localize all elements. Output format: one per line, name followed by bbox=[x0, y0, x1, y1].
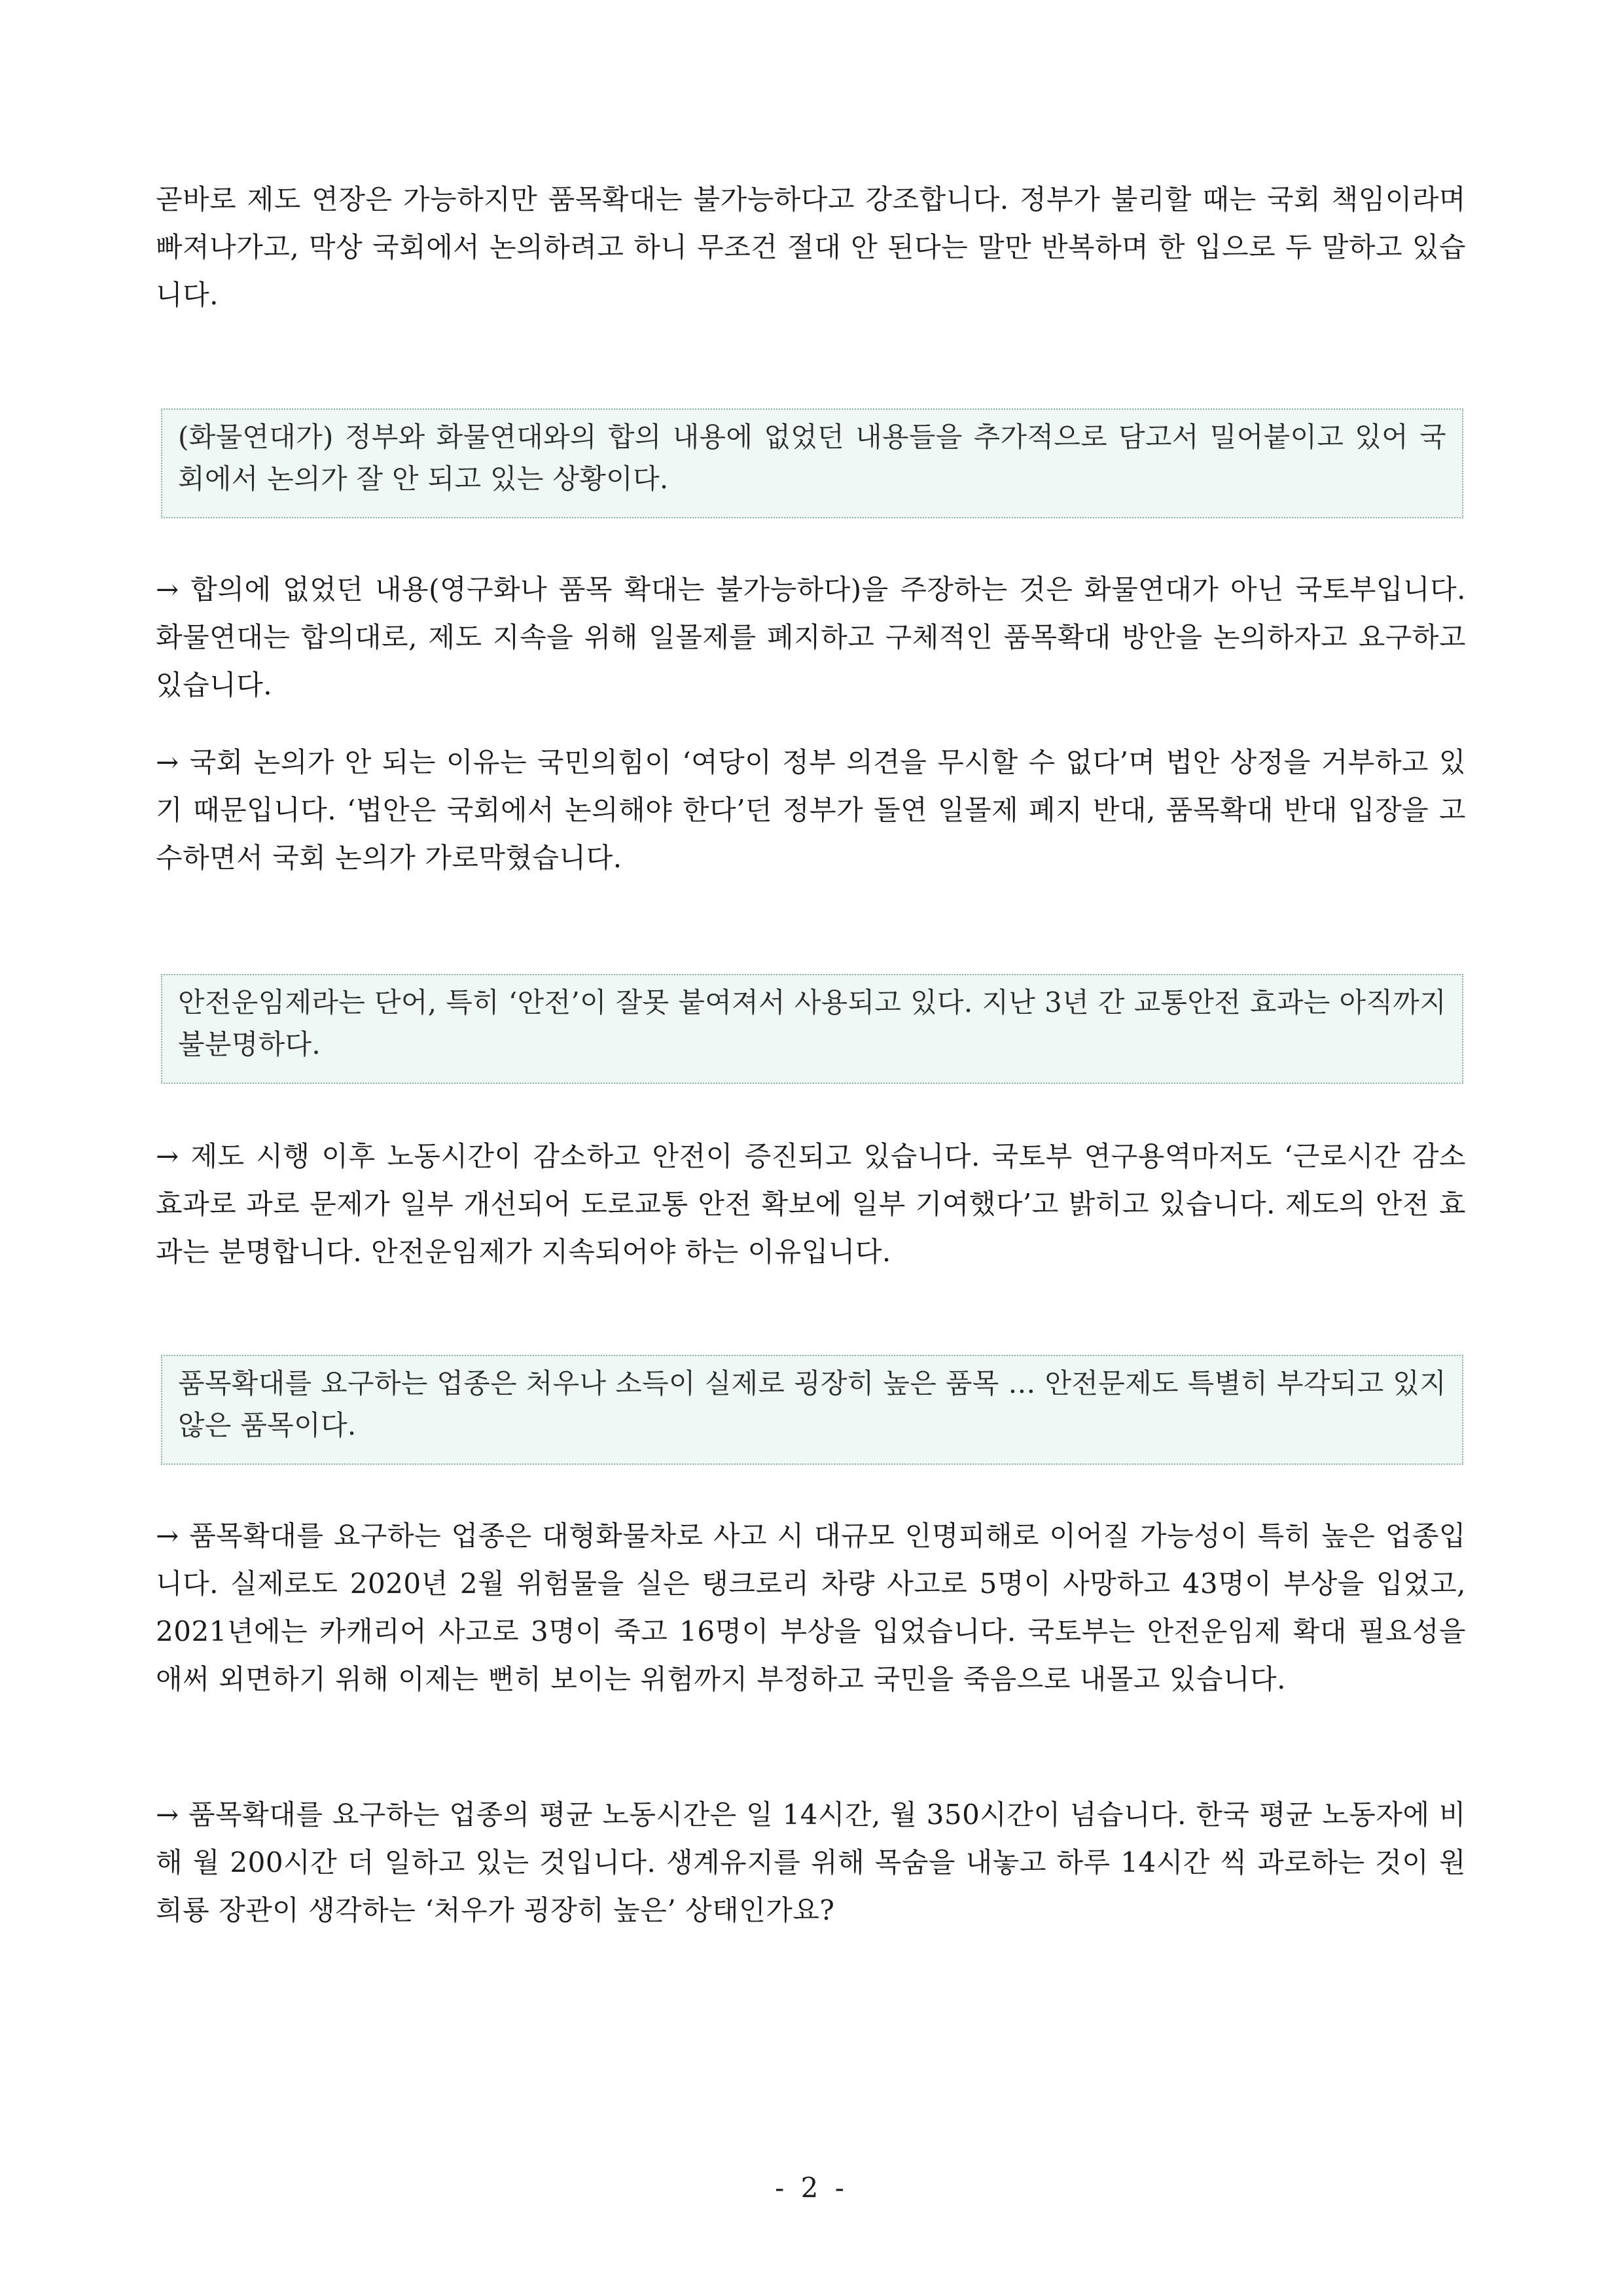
quote-box bbox=[161, 1355, 1463, 1465]
rebuttal-paragraph: → 제도 시행 이후 노동시간이 감소하고 안전이 증진되고 있습니다. 국토부 연구용역마저도 ‘근로시간 감소 효과로 과로 문제가 일부 개선되어 도로교통 안전 확보에 일부 기여했다’고 밝히고 있습니다. 제도의 안전 효과는 분명합니다. 안전운임제가 지속되어야 하는 이유입니다. bbox=[156, 1140, 1466, 1268]
quoted-statement: (화물연대가) 정부와 화물연대와의 합의 내용에 없었던 내용들을 추가적으로 담고서 밀어붙이고 있어 국회에서 논의가 잘 안 되고 있는 상황이다. bbox=[178, 421, 1446, 495]
rebuttal-paragraph: → 합의에 없었던 내용(영구화나 품목 확대는 불가능하다)을 주장하는 것은 화물연대가 아닌 국토부입니다. 화물연대는 합의대로, 제도 지속을 위해 일몰제를 폐지하고 구체적인 품목확대 방안을 논의하자고 요구하고 있습니다. bbox=[156, 573, 1466, 701]
quoted-statement: 안전운임제라는 단어, 특히 ‘안전’이 잘못 붙여져서 사용되고 있다. 지난 3년 간 교통안전 효과는 아직까지 불분명하다. bbox=[178, 986, 1446, 1060]
page-number: - 2 - bbox=[775, 2172, 848, 2204]
rebuttal-paragraph: → 품목확대를 요구하는 업종은 대형화물차로 사고 시 대규모 인명피해로 이어질 가능성이 특히 높은 업종입니다. 실제로도 2020년 2월 위험물을 실은 탱크로리 차량 사고로 5명이 사망하고 43명이 부상을 입었고, 2021년에는 카캐리어 사고로 3명이 죽고 16명이 부상을 입었습니다. 국토부는 안전운임제 확대 필요성을 애써 외면하기 위해 이제는 뻔히 보이는 위험까지 부정하고 국민을 죽음으로 내몰고 있습니다. bbox=[156, 1520, 1466, 1695]
rebuttal-paragraph: → 품목확대를 요구하는 업종의 평균 노동시간은 일 14시간, 월 350시간이 넘습니다. 한국 평균 노동자에 비해 월 200시간 더 일하고 있는 것입니다. 생계유지를 위해 목숨을 내놓고 하루 14시간 씩 과로하는 것이 원희룡 장관이 생각하는 ‘처우가 굉장히 높은’ 상태인가요? bbox=[156, 1799, 1466, 1926]
rebuttal-paragraph: → 국회 논의가 안 되는 이유는 국민의힘이 ‘여당이 정부 의견을 무시할 수 없다’며 법안 상정을 거부하고 있기 때문입니다. ‘법안은 국회에서 논의해야 한다’던 정부가 돌연 일몰제 폐지 반대, 품목확대 반대 입장을 고수하면서 국회 논의가 가로막혔습니다. bbox=[156, 746, 1466, 874]
quote-box bbox=[161, 408, 1463, 518]
quoted-statement: 품목확대를 요구하는 업종은 처우나 소득이 실제로 굉장히 높은 품목 … 안전문제도 특별히 부각되고 있지 않은 품목이다. bbox=[178, 1367, 1446, 1441]
body-paragraph: 곧바로 제도 연장은 가능하지만 품목확대는 불가능하다고 강조합니다. 정부가 불리할 때는 국회 책임이라며 빠져나가고, 막상 국회에서 논의하려고 하니 무조건 절대 안 된다는 말만 반복하며 한 입으로 두 말하고 있습니다. bbox=[156, 183, 1466, 311]
quote-box bbox=[161, 974, 1463, 1084]
